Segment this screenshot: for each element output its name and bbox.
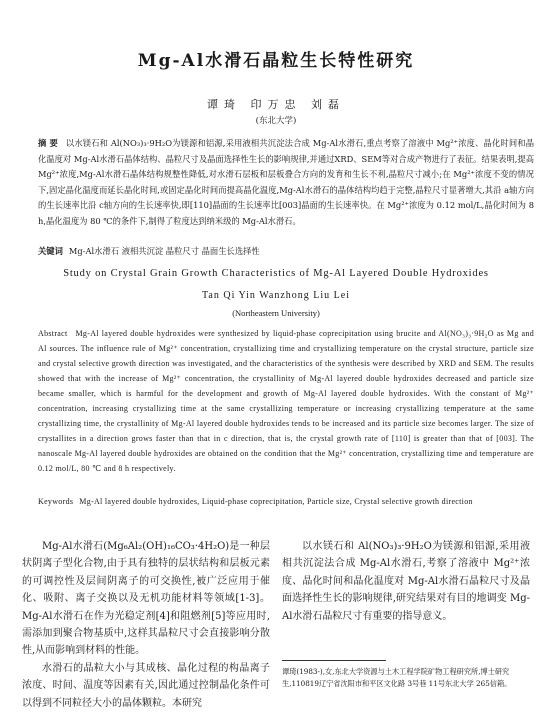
english-abstract-text: Mg-Al layered double hydroxides were synthesized by liquid-phase coprecipitation using brucite and Al(NO₃)₃·9H₂O as Mg and Al sources. The influence rule of Mg²⁺ concentration, crystallizing time and crystallizing temperature on the crystal structure, particle size and crystal selective growth direction was investigated, and the characteristics of the synthesis were described by XRD and SEM. The results showed that with the increase of Mg²⁺ concentration, the crystallinity of Mg-Al layered double hydroxides decreased and particle size became smaller, which is harmful for the development and growth of Mg-Al layered double hydroxides. With the constant of Mg²⁺ concentration, increasing crystallizing time at the same crystallizing temperature or increasing crystallizing temperature at the same crystallizing time, the crystallinity of Mg-Al layered double hydroxides tends to be increased and its particle size becomes larger. The size of crystallites in a direction grows faster than that in c direction, that is, the crystal growth rate of [110] is greater than that of [003]. The nanoscale Mg-Al layered double hydroxides are obtained on the condition that the Mg²⁺ concentration, crystallizing time and temperature are 0.12 mol/L, 80 ℃ and 8 h respectively. — [38, 329, 534, 473]
keywords-label: 关键词 — [38, 246, 63, 256]
body-paragraph: 以水镁石和 Al(NO₃)₃·9H₂O为镁源和铝源,采用液相共沉淀法合成 Mg-Al水滑石,考察了溶液中 Mg²⁺浓度、晶化时间和晶化温度对 Mg-Al水滑石晶粒尺寸及晶面选择性生长的影响规律,研究结果对有目的地调变 Mg-Al水滑石晶粒尺寸有重要的指导意义。 — [282, 541, 530, 622]
footnote-divider — [282, 660, 386, 661]
body-column-left — [22, 538, 270, 712]
english-affiliation: (Northeastern University) — [232, 308, 320, 318]
author-footnote: 谭琦(1983-),女,东北大学资源与土木工程学院矿物工程研究所,博士研究生,110819辽宁省沈阳市和平区文化路 3号巷 11号东北大学 265信箱。 — [282, 667, 512, 688]
chinese-keywords — [38, 245, 534, 257]
author-affiliation: (东北大学) — [255, 116, 297, 126]
chinese-abstract — [38, 136, 534, 230]
abstract-label: 摘 要 — [38, 138, 58, 148]
body-column-right — [282, 538, 530, 625]
body-paragraph: Mg-Al水滑石(Mg₆Al₂(OH)₁₆CO₃·4H₂O)是一种层状阴离子型化合物,由于具有独特的层状结构和层板元素的可调控性及层间阴离子的可交换性,被广泛应用于催化、吸附、离子交换以及无机功能材料等领域[1-3]。Mg-Al水滑石在作为光稳定剂[4]和阻燃剂[5]等应用时,需添加到聚合物基质中,这样其晶粒尺寸会直接影响分散性,从而影响到材料的性能。 — [22, 541, 270, 657]
english-keywords — [38, 494, 534, 509]
english-authors: Tan Qi Yin Wanzhong Liu Lei — [202, 290, 350, 301]
body-paragraph: 水滑石的晶粒大小与其成核、晶化过程的构晶离子浓度、时间、温度等因素有关,因此通过控制晶化条件可以得到不同粒径大小的晶体颗粒。本研究 — [22, 662, 270, 709]
english-keywords-label: Keywords — [38, 497, 74, 506]
author-list: 谭琦 印万忠 刘磊 — [207, 98, 345, 111]
keywords-text: Mg-Al水滑石 液相共沉淀 晶粒尺寸 晶面生长选择性 — [68, 246, 260, 256]
english-abstract-label: Abstract — [38, 329, 68, 338]
abstract-text: 以水镁石和 Al(NO₃)₃·9H₂O为镁源和铝源,采用液相共沉淀法合成 Mg-Al水滑石,重点考察了溶液中 Mg²⁺浓度、晶化时间和晶化温度对 Mg-Al水滑石晶体结构、晶粒尺寸及晶面选择性生长的影响规律,并通过XRD、SEM等对合成产物进行了表征。结果表明,提高 Mg²⁺浓度,Mg-Al水滑石晶体结构规整性降低,对水滑石层板和层板叠合方向的发育和生长不利,晶粒尺寸减小;在 Mg²⁺浓度不变的情况下,固定晶化温度而延长晶化时间,或固定晶化时间而提高晶化温度,Mg-Al水滑石的晶体结构均趋于完整,晶粒尺寸显著增大,其沿 a轴方向的生长速率比沿 c轴方向的生长速率快,即[110]晶面的生长速率比[003]晶面的生长速率快。在 Mg²⁺浓度为 0.12 mol/L,晶化时间为 8 h,晶化温度为 80 ℃的条件下,制得了粒度达到纳米级的 Mg-Al水滑石。 — [38, 138, 535, 226]
english-keywords-text: Mg-Al layered double hydroxides, Liquid-phase coprecipitation, Particle size, Crystal selective growth direction — [79, 497, 473, 506]
paper-title: Mg-Al水滑石晶粒生长特性研究 — [137, 51, 415, 71]
english-abstract — [38, 326, 534, 476]
english-title: Study on Crystal Grain Growth Characteristics of Mg-Al Layered Double Hydroxides — [63, 268, 489, 279]
